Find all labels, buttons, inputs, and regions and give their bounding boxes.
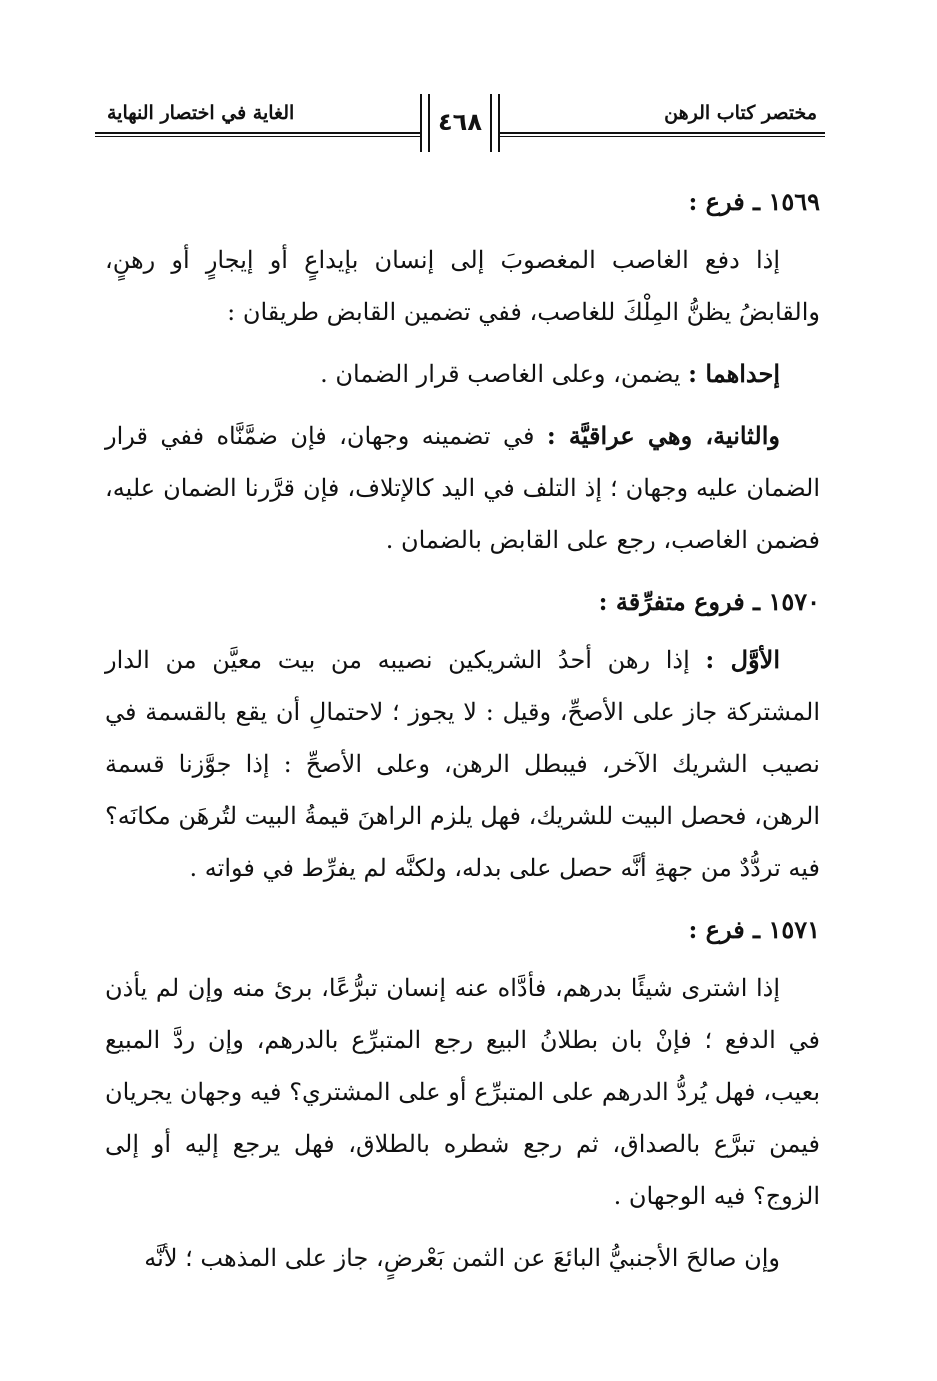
paragraph-text: يضمن، وعلى الغاصب قرار الضمان . [320,360,689,388]
book-title: الغاية في اختصار النهاية [107,102,295,124]
paragraph: إذا دفع الغاصب المغصوبَ إلى إنسان بإيداعٍ أو إيجارٍ أو رهنٍ، والقابضُ يظنُّ المِلْكَ للغاصب، ففي تضمين القابض طريقان : [105,246,820,326]
page-frame-left [420,94,430,152]
paragraph: إذا اشترى شيئًا بدرهم، فأدَّاه عنه إنسان تبرُّعًا، برئ منه وإن لم يأذن في الدفع ؛ فإنْ بان بطلانُ البيع رجع المتبرِّع بالدرهم، وإن ردَّ المبيع بعيب، فهل يُردُّ الدرهم على المتبرِّع أو على المشتري؟ فيه وجهان يجريان فيمن تبرَّع بالصداق، ثم رجع شطره بالطلاق، فهل يرجع إليه أو إلى الزوج؟ فيه الوجهان . [105,974,821,1210]
paragraph-lead: إحداهما : [688,359,780,388]
paragraph-text: في تضمينه وجهان، فإن ضمَّنَّاه ففي قرار الضمان عليه وجهان ؛ إذ التلف في اليد كالإتلاف، فإن قرَّرنا الضمان عليه، فضمن الغاصب، رجع على القابض بالضمان . [105,422,820,554]
section-heading-1571: ١٥٧١ ـ فرع : [688,915,820,944]
page-number: ٤٦٨ [438,108,482,136]
section-heading-1569: ١٥٦٩ ـ فرع : [688,187,820,216]
paragraph [105,348,820,400]
page-frame-right [490,94,500,152]
paragraph [105,410,820,566]
page-body [105,176,820,1294]
paragraph [105,634,820,894]
running-header [95,92,825,154]
paragraph-lead: الأوَّل : [705,645,780,674]
chapter-title: مختصر كتاب الرهن [664,102,817,124]
section-heading-1570: ١٥٧٠ ـ فروع متفرِّقة : [598,587,820,616]
page-number-box [420,94,500,152]
paragraph-lead: والثانية، وهي عراقيَّة : [546,421,780,450]
paragraph: وإن صالحَ الأجنبيُّ البائعَ عن الثمن بَعْرضٍ، جاز على المذهب ؛ لأنَّه [144,1244,780,1272]
paragraph-text: إذا رهن أحدُ الشريكين نصيبه من بيت معيَّن من الدار المشتركة جاز على الأصحِّ، وقيل : لا يجوز ؛ لاحتمالِ أن يقع بالقسمة في نصيب الشريك الآخر، فيبطل الرهن، وعلى الأصحِّ : إذا جوَّزنا قسمة الرهن، فحصل البيت للشريك، فهل يلزم الراهنَ قيمةُ البيت لتُرهَن مكانَه؟ فيه تردُّدٌ من جهةِ أنَّه حصل على بدله، ولكنَّه لم يفرِّط في فواته . [105,646,820,882]
